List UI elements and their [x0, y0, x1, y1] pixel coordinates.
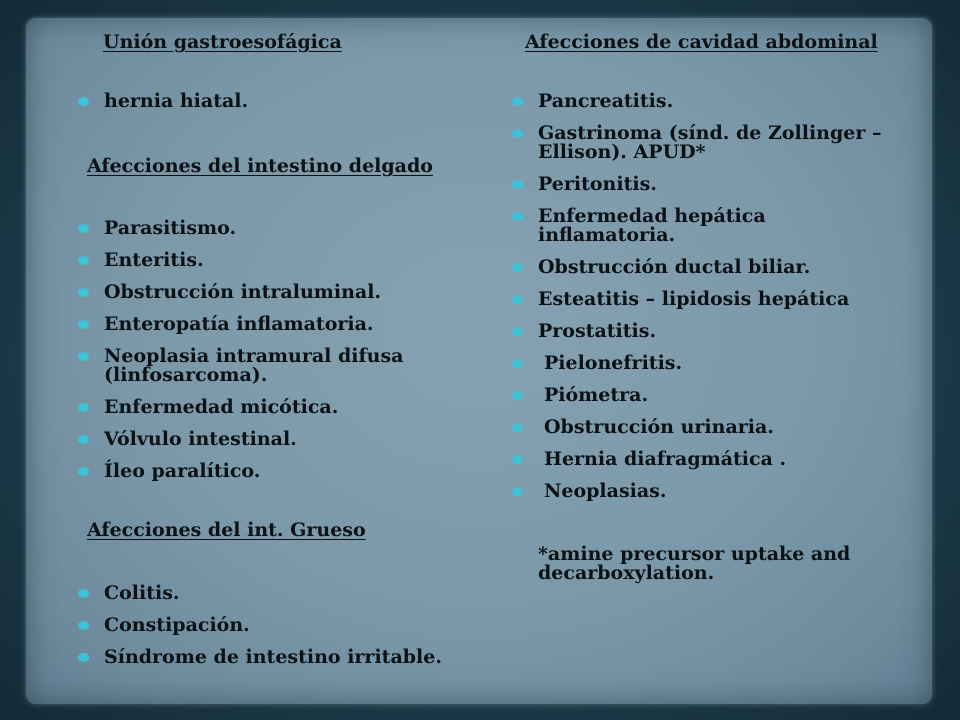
bullet-icon	[512, 487, 523, 496]
bullet-icon	[512, 423, 523, 432]
heading-small-intestine: Afecciones del intestino delgado	[87, 155, 433, 177]
list-large-intestine	[72, 584, 492, 680]
list-item: Hernia diafragmática .	[506, 450, 906, 469]
list-item: Vólvulo intestinal.	[72, 430, 472, 449]
heading-large-intestine: Afecciones del int. Grueso	[87, 519, 366, 541]
list-item: Pielonefritis.	[506, 354, 906, 373]
bullet-icon	[78, 621, 89, 630]
list-item: Íleo paralítico.	[72, 462, 472, 481]
bullet-icon	[512, 180, 523, 189]
list-item: Piómetra.	[506, 386, 906, 405]
bullet-icon	[512, 212, 523, 221]
list-item: Obstrucción ductal biliar.	[506, 258, 906, 277]
list-item: Síndrome de intestino irritable.	[72, 648, 492, 667]
bullet-icon	[78, 403, 89, 412]
bullet-icon	[512, 455, 523, 464]
bullet-icon	[512, 391, 523, 400]
bullet-icon	[78, 256, 89, 265]
list-item: Prostatitis.	[506, 322, 906, 341]
bullet-icon	[78, 288, 89, 297]
list-item: Gastrinoma (sínd. de Zollinger – Ellison). APUD*	[506, 124, 906, 162]
list-item: Enteritis.	[72, 251, 472, 270]
heading-gastroesophageal: Unión gastroesofágica	[103, 31, 342, 53]
bullet-icon	[512, 97, 523, 106]
list-item: Peritonitis.	[506, 175, 906, 194]
list-item: Esteatitis – lipidosis hepática	[506, 290, 906, 309]
list-item: Obstrucción urinaria.	[506, 418, 906, 437]
list-small-intestine	[72, 219, 472, 494]
list-item: Obstrucción intraluminal.	[72, 283, 472, 302]
bullet-icon	[78, 224, 89, 233]
list-item: Neoplasia intramural difusa (linfosarcoma).	[72, 347, 472, 385]
bullet-icon	[512, 129, 523, 138]
bullet-icon	[512, 263, 523, 272]
list-item: Enfermedad micótica.	[72, 398, 472, 417]
list-abdominal-cavity	[506, 92, 906, 514]
list-gastroesophageal	[72, 92, 472, 125]
list-item: Parasitismo.	[72, 219, 472, 238]
heading-abdominal-cavity: Afecciones de cavidad abdominal	[525, 31, 878, 53]
bullet-icon	[512, 327, 523, 336]
list-item: Neoplasias.	[506, 482, 906, 501]
list-item: Pancreatitis.	[506, 92, 906, 111]
bullet-icon	[78, 467, 89, 476]
list-item: Enfermedad hepática inflamatoria.	[506, 207, 906, 245]
bullet-icon	[78, 320, 89, 329]
footnote: *amine precursor uptake and decarboxylation.	[538, 543, 851, 584]
bullet-icon	[512, 295, 523, 304]
list-item: Colitis.	[72, 584, 492, 603]
list-item: Constipación.	[72, 616, 492, 635]
bullet-icon	[78, 435, 89, 444]
list-item: hernia hiatal.	[72, 92, 472, 111]
list-item: Enteropatía inflamatoria.	[72, 315, 472, 334]
bullet-icon	[78, 97, 89, 106]
bullet-icon	[78, 653, 89, 662]
bullet-icon	[512, 359, 523, 368]
bullet-icon	[78, 589, 89, 598]
bullet-icon	[78, 352, 89, 361]
